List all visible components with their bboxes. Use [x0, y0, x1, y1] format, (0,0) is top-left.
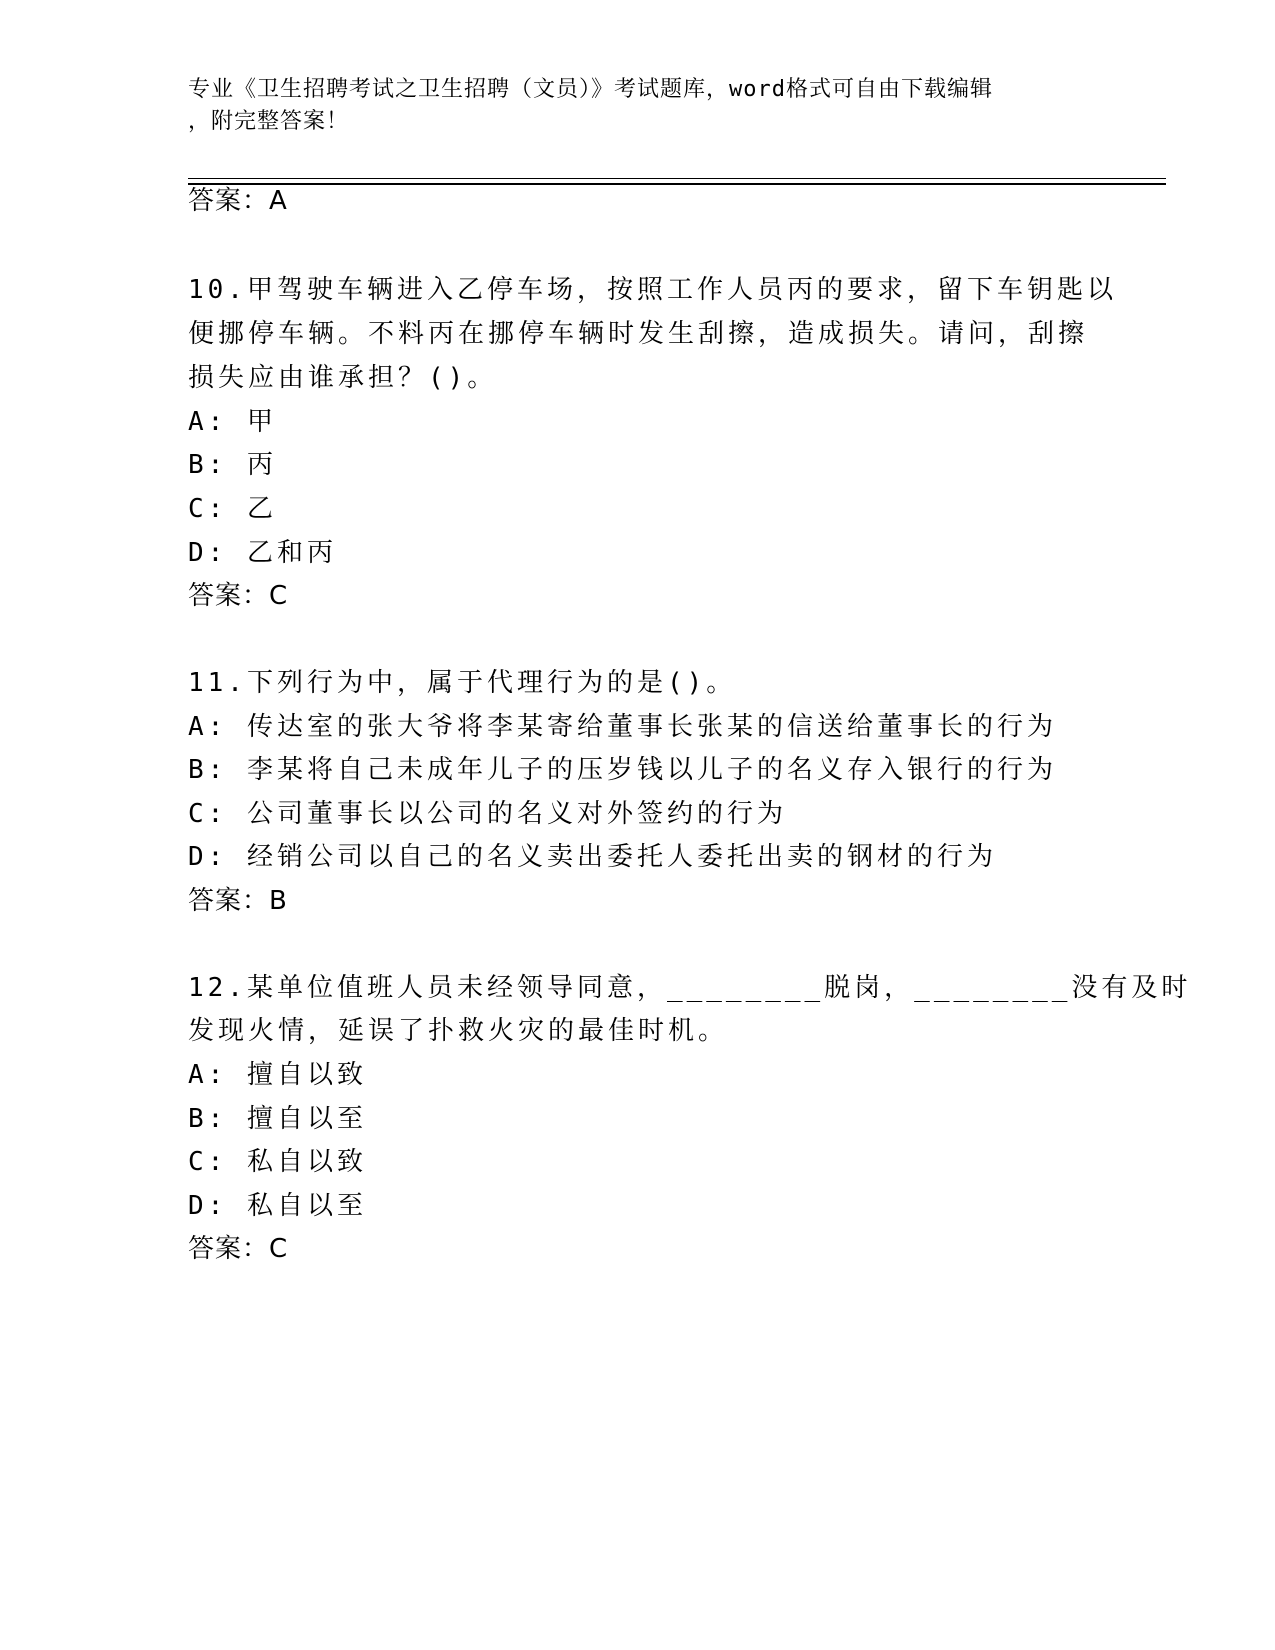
header-line-1: 专业《卫生招聘考试之卫生招聘（文员）》考试题库，word格式可自由下载编辑 — [188, 77, 993, 102]
question-11-answer: 答案：B — [188, 886, 288, 916]
question-10-option-d: D: 乙和丙 — [188, 538, 337, 568]
question-11-option-b: B: 李某将自己未成年儿子的压岁钱以儿子的名义存入银行的行为 — [188, 755, 1057, 785]
question-11-option-d: D: 经销公司以自己的名义卖出委托人委托出卖的钢材的行为 — [188, 842, 997, 872]
question-11-text-line-1: 11.下列行为中，属于代理行为的是()。 — [188, 668, 737, 698]
header-line-2: ，附完整答案！ — [188, 109, 350, 134]
question-12-option-c: C: 私自以致 — [188, 1147, 367, 1177]
document-header — [188, 74, 1088, 138]
question-12-option-d: D: 私自以至 — [188, 1191, 367, 1221]
header-rule-thin — [188, 178, 1166, 179]
question-10-option-a: A: 甲 — [188, 407, 277, 437]
header-rule-thick — [188, 183, 1166, 185]
question-11-option-a: A: 传达室的张大爷将李某寄给董事长张某的信送给董事长的行为 — [188, 712, 1057, 742]
question-10-text-line-3: 损失应由谁承担？()。 — [188, 363, 498, 393]
question-10-text-line-1: 10.甲驾驶车辆进入乙停车场，按照工作人员丙的要求，留下车钥匙以 — [188, 275, 1117, 305]
question-12-option-a: A: 擅自以致 — [188, 1060, 367, 1090]
question-10-answer: 答案：C — [188, 581, 289, 611]
question-11-option-c: C: 公司董事长以公司的名义对外签约的行为 — [188, 799, 787, 829]
previous-answer: 答案：A — [188, 186, 288, 216]
question-12-answer: 答案：C — [188, 1234, 289, 1264]
question-12-text-line-2: 发现火情，延误了扑救火灾的最佳时机。 — [188, 1016, 729, 1046]
question-10-text-line-2: 便挪停车辆。不料丙在挪停车辆时发生刮擦，造成损失。请问，刮擦 — [188, 319, 1089, 349]
question-10-option-b: B: 丙 — [188, 450, 277, 480]
question-12-text-line-1: 12.某单位值班人员未经领导同意，________脱岗，________没有及时 — [188, 973, 1192, 1003]
question-12-option-b: B: 擅自以至 — [188, 1104, 367, 1134]
question-10-option-c: C: 乙 — [188, 494, 277, 524]
